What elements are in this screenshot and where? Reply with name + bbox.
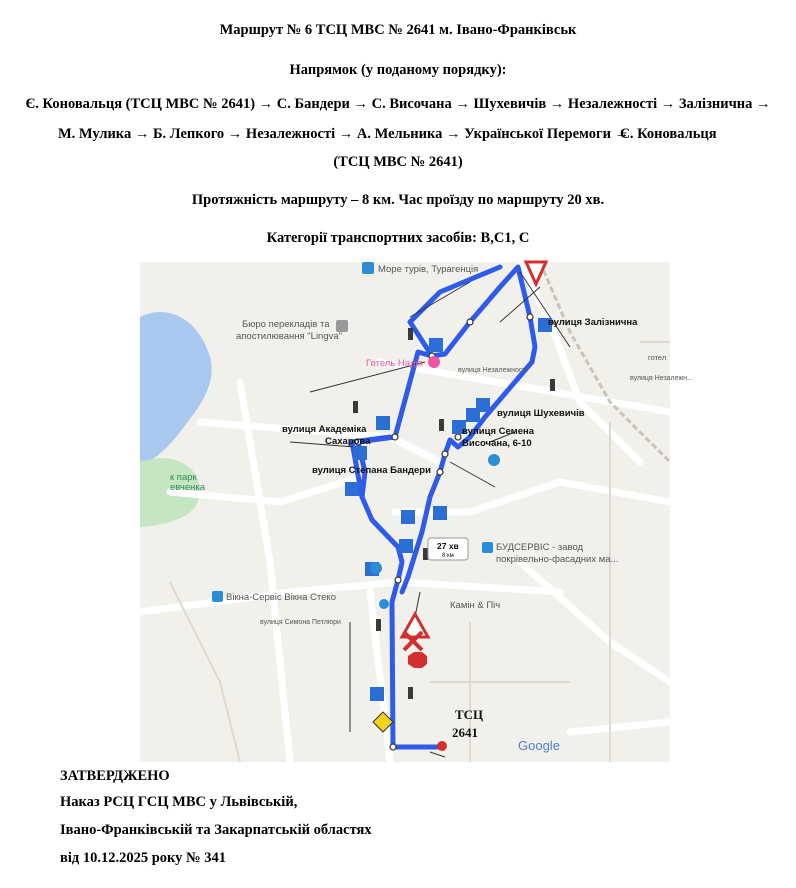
label-tsc: ТСЦ	[455, 707, 484, 722]
route-line-1: Є. Коновальця (ТСЦ МВС № 2641) → С. Бандери → С. Височана → Шухевичів → Незалежності → Залізнична →	[25, 96, 771, 112]
direction-label: Напрямок (у поданому порядку):	[289, 62, 507, 78]
label-tsc-num: 2641	[452, 725, 478, 740]
label-kamin: Камін & Піч	[450, 600, 501, 611]
label-vysochana: Височана, 6-10	[462, 438, 532, 449]
route-length: Протяжність маршруту – 8 км. Час проїзду по маршруту 20 хв.	[191, 192, 605, 208]
label-time: 27 хв	[437, 541, 459, 551]
label-zaliznychna: вулиця Залізнична	[548, 317, 638, 328]
route-line-2-main: М. Мулика → Б. Лепкого → Незалежності → А. Мельника → Української Перемоги →	[58, 126, 630, 142]
route-line-2-end: Є. Коновальця	[620, 126, 717, 142]
approved-label: ЗАТВЕРДЖЕНО	[60, 768, 170, 784]
label-park: к парк	[170, 472, 197, 483]
tsc-pin	[437, 741, 447, 751]
label-nezalezhnosti: вулиця Незалежності	[458, 367, 528, 374]
label-more-turiv: Море турів, Турагенція	[378, 264, 479, 275]
label-shukhevychiv: вулиця Шухевичів	[497, 408, 585, 419]
label-vikna: Вікна-Сервіс Вікна Стеко	[226, 592, 336, 603]
approved-date: від 10.12.2025 року № 341	[60, 850, 226, 866]
label-hotel-edge: готел	[648, 353, 667, 362]
label-hotel: Готель Надія	[366, 358, 423, 369]
document-title: Маршрут № 6 ТСЦ МВС № 2641 м. Івано-Франківськ	[219, 22, 577, 38]
label-budservis: БУДСЕРВІС - завод	[496, 542, 584, 553]
route-map	[140, 262, 693, 762]
railway	[540, 262, 670, 462]
route-line-3: (ТСЦ МВС № 2641)	[333, 154, 463, 170]
label-petliury: вулиця Симона Петлюри	[260, 619, 341, 626]
label-akademika: вулиця Академіка	[282, 424, 367, 435]
label-sakharova: Сахарова	[325, 436, 371, 447]
label-budservis2: покрівельно-фасадних ма...	[496, 554, 619, 565]
label-time-sub: 8 км	[442, 553, 454, 559]
vehicle-categories: Категорії транспортних засобів: В,С1, С	[266, 230, 530, 246]
route-map-svg	[140, 262, 693, 762]
label-google: Google	[518, 738, 560, 753]
lake	[140, 312, 212, 467]
label-buro2: апостилювання "Lingva"	[236, 331, 343, 342]
label-buro: Бюро перекладів та	[242, 319, 330, 330]
stop-sign	[408, 652, 427, 668]
approved-order: Наказ РСЦ ГСЦ МВС у Львівській,	[60, 794, 298, 810]
label-park2: евченка	[170, 482, 206, 493]
route-line-2	[58, 126, 717, 143]
label-bandery: вулиця Степана Бандери	[312, 465, 431, 476]
label-vul-nez2: вулиця Незалежн...	[630, 375, 693, 382]
label-semena: вулиця Семена	[462, 426, 535, 437]
approved-regions: Івано-Франківській та Закарпатській областях	[60, 822, 372, 838]
